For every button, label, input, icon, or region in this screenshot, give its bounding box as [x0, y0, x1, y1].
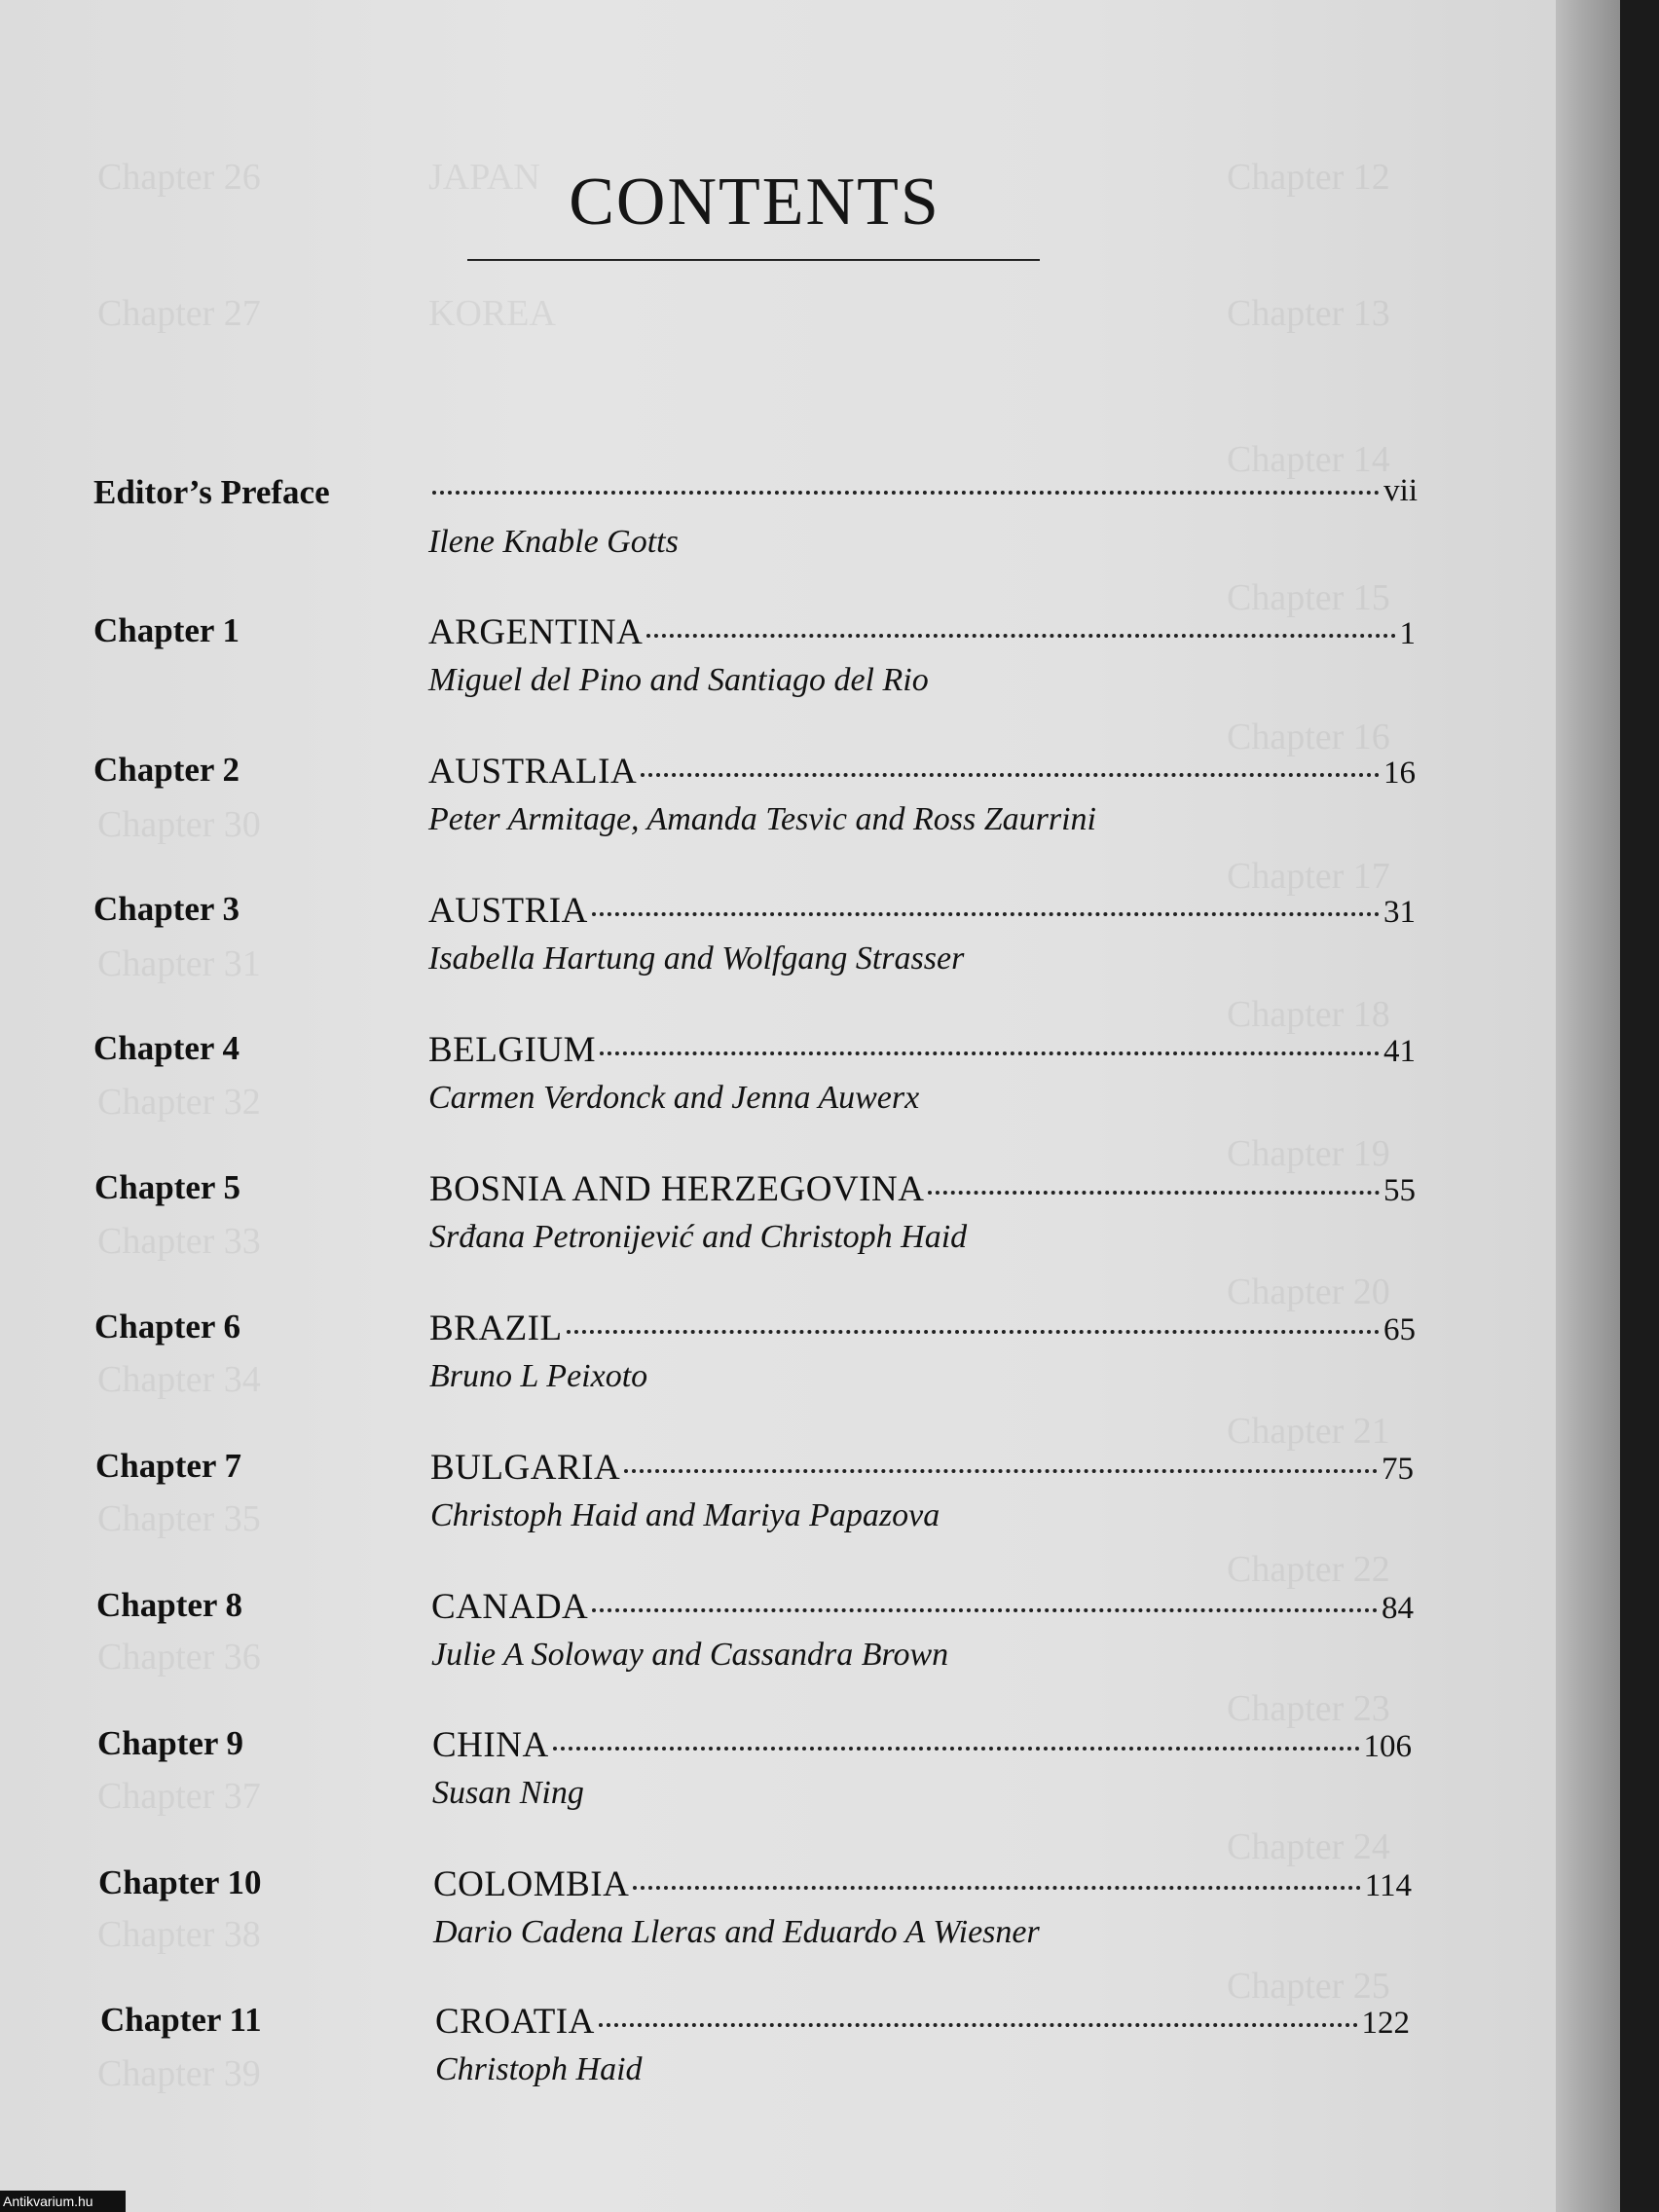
- entry-authors: Peter Armitage, Amanda Tesvic and Ross Zaurrini: [428, 801, 1096, 837]
- entry-title: AUSTRIA: [428, 891, 588, 931]
- toc-entry-chapter-1: [93, 611, 1416, 728]
- dot-leader: [928, 1191, 1380, 1195]
- entry-label: Chapter 6: [94, 1308, 241, 1346]
- entry-line: [430, 1447, 1414, 1489]
- entry-page-number: 122: [1361, 2006, 1410, 2041]
- entry-page-number: 75: [1382, 1452, 1414, 1487]
- entry-page-number: 41: [1383, 1034, 1416, 1069]
- dot-leader: [432, 491, 1380, 495]
- page-title: CONTENTS: [569, 165, 940, 240]
- entry-authors: Isabella Hartung and Wolfgang Strasser: [428, 940, 965, 977]
- entry-authors: Carmen Verdonck and Jenna Auwerx: [428, 1080, 920, 1116]
- entry-label: Chapter 5: [94, 1168, 241, 1206]
- entry-label: Chapter 2: [93, 751, 240, 789]
- entry-label: Chapter 9: [97, 1724, 244, 1762]
- entry-label: Chapter 7: [95, 1447, 242, 1485]
- entry-page-number: 65: [1383, 1312, 1416, 1347]
- entry-authors: Christoph Haid and Mariya Papazova: [430, 1497, 940, 1533]
- entry-line: [429, 1168, 1416, 1210]
- entry-page-number: 31: [1383, 895, 1416, 930]
- toc-entry-chapter-2: [93, 751, 1416, 867]
- dot-leader: [592, 1608, 1378, 1612]
- entry-line: [428, 1029, 1416, 1071]
- entry-authors: Christoph Haid: [435, 2051, 643, 2087]
- entry-line: [428, 890, 1416, 932]
- entry-authors: Srđana Petronijević and Christoph Haid: [429, 1219, 968, 1255]
- dot-leader: [641, 773, 1380, 777]
- entry-page-number: vii: [1383, 473, 1418, 508]
- entry-label: Chapter 3: [93, 890, 240, 928]
- entry-page-number: 114: [1364, 1868, 1412, 1903]
- entry-line: [428, 611, 1416, 653]
- dot-leader: [600, 1051, 1380, 1055]
- toc-entry-chapter-8: [96, 1586, 1414, 1703]
- entry-label: Editor’s Preface: [93, 473, 330, 511]
- entry-line: [428, 473, 1418, 509]
- toc-entry-chapter-7: [95, 1447, 1414, 1564]
- title-divider: [467, 259, 1040, 261]
- toc-entry-preface: [93, 473, 1418, 590]
- entry-line: [435, 2001, 1410, 2043]
- toc-entry-chapter-3: [93, 890, 1416, 1007]
- entry-title: BOSNIA AND HERZEGOVINA: [429, 1169, 925, 1209]
- entry-label: Chapter 10: [98, 1863, 262, 1901]
- entry-page-number: 16: [1383, 756, 1416, 791]
- toc-entry-chapter-5: [94, 1168, 1416, 1285]
- entry-title: BULGARIA: [430, 1448, 621, 1488]
- page-edge-shadow: [1556, 0, 1620, 2212]
- entry-title: COLOMBIA: [433, 1864, 630, 1904]
- entry-page-number: 55: [1383, 1173, 1416, 1208]
- watermark: Antikvarium.hu: [0, 2191, 126, 2212]
- entry-title: BRAZIL: [429, 1309, 563, 1348]
- entry-label: Chapter 4: [93, 1029, 240, 1067]
- toc-entry-chapter-11: [100, 2001, 1410, 2118]
- entry-label: Chapter 1: [93, 611, 240, 649]
- entry-page-number: 106: [1363, 1729, 1412, 1764]
- entry-authors: Ilene Knable Gotts: [428, 524, 679, 560]
- show-through: Chapter 26 Chapter 27 JAPAN KOREA Chapter 12 Chapter 13 Chapter 14 Chapter 15 Chapter 16 Chapter 30 Chapter 17 Chapter 31 Chapter 18 Chapter 32 Chapter 19 Chapter 33 Chapter 20 Chapter 34 Chapter 21 Chapter 35 Chapter 22 Chapter 36 Chapter 23 Chapter 37 Chapter 24 Chapter 38 Chapter 25 Chapter 39: [97, 157, 1390, 2094]
- entry-title: ARGENTINA: [428, 612, 644, 652]
- toc-entry-chapter-6: [94, 1308, 1416, 1424]
- dot-leader: [599, 2023, 1358, 2027]
- entry-line: [428, 751, 1416, 793]
- entry-title: CHINA: [432, 1725, 549, 1765]
- dot-leader: [646, 634, 1395, 638]
- entry-line: [432, 1724, 1412, 1766]
- entry-authors: Miguel del Pino and Santiago del Rio: [428, 662, 929, 698]
- dot-leader: [567, 1330, 1380, 1334]
- toc-entry-chapter-10: [98, 1863, 1412, 1980]
- dot-leader: [553, 1747, 1360, 1751]
- entry-title: BELGIUM: [428, 1030, 597, 1070]
- entry-page-number: 84: [1382, 1591, 1414, 1626]
- entry-page-number: 1: [1399, 616, 1416, 651]
- entry-label: Chapter 11: [100, 2001, 262, 2039]
- dot-leader: [633, 1886, 1360, 1890]
- toc-entry-chapter-4: [93, 1029, 1416, 1146]
- entry-authors: Julie A Soloway and Cassandra Brown: [431, 1637, 949, 1673]
- entry-line: [433, 1863, 1412, 1905]
- entry-authors: Susan Ning: [432, 1775, 584, 1811]
- entry-title: AUSTRALIA: [428, 752, 638, 792]
- entry-label: Chapter 8: [96, 1586, 243, 1624]
- entry-authors: Dario Cadena Lleras and Eduardo A Wiesner: [433, 1914, 1040, 1950]
- dot-leader: [592, 912, 1380, 916]
- entry-title: CROATIA: [435, 2002, 595, 2042]
- dark-background: [1620, 0, 1659, 2212]
- toc-entry-chapter-9: [97, 1724, 1412, 1841]
- entry-line: [429, 1308, 1416, 1349]
- dot-leader: [624, 1469, 1378, 1473]
- entry-title: CANADA: [431, 1587, 589, 1627]
- entry-authors: Bruno L Peixoto: [429, 1358, 648, 1394]
- entry-line: [431, 1586, 1414, 1628]
